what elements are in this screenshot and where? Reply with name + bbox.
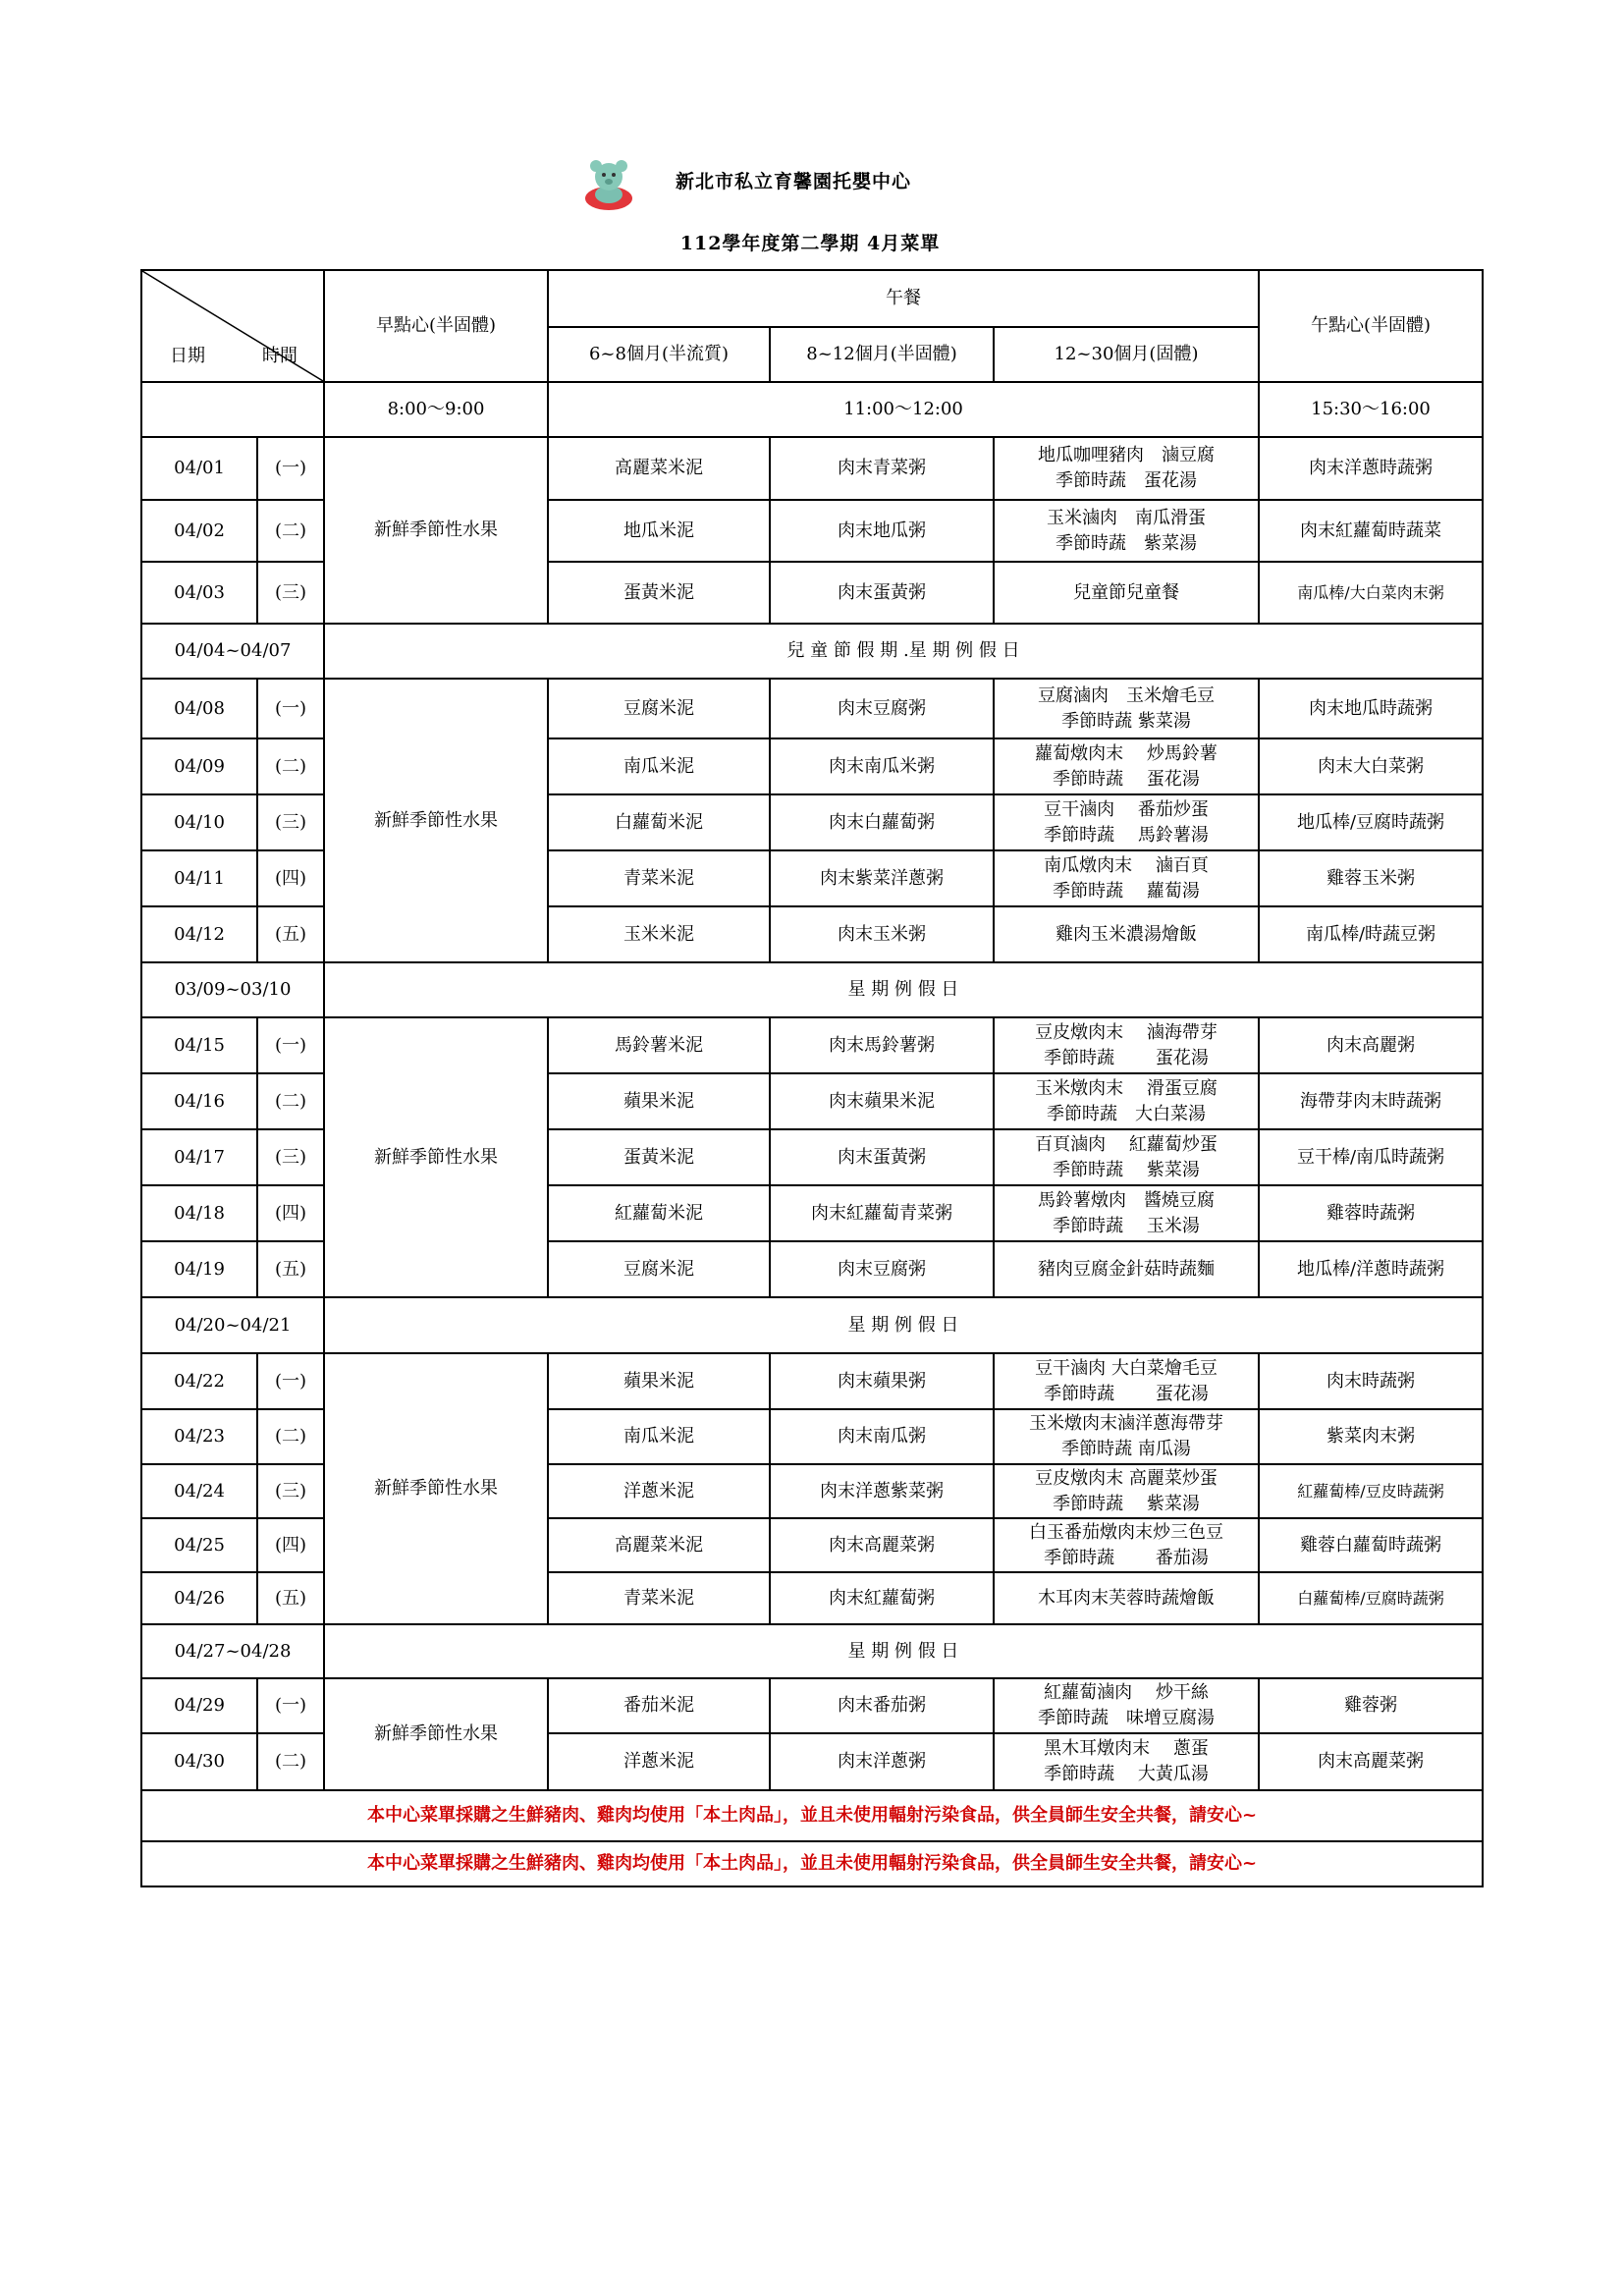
lunch-6-8-cell: 洋蔥米泥 [548, 1464, 770, 1518]
holiday-date: 04/27~04/28 [141, 1624, 324, 1678]
lunch-8-12-cell: 肉末玉米粥 [770, 906, 994, 962]
lunch-6-8-cell: 南瓜米泥 [548, 738, 770, 794]
holiday-date: 03/09~03/10 [141, 962, 324, 1017]
date-cell: 04/19 [141, 1241, 257, 1297]
breakfast-fruit-cell: 新鮮季節性水果 [324, 437, 548, 624]
lunch-12-30-cell: 地瓜咖哩豬肉 滷豆腐 季節時蔬 蛋花湯 [994, 437, 1259, 500]
date-cell: 04/24 [141, 1464, 257, 1518]
lunch-6-8-cell: 馬鈴薯米泥 [548, 1017, 770, 1073]
lunch-8-12-cell: 肉末馬鈴薯粥 [770, 1017, 994, 1073]
notice-text: 本中心菜單採購之生鮮豬肉、雞肉均使用「本土肉品」，並且未使用輻射污染食品，供全員師生安全共餐，請安心~ [141, 1841, 1483, 1886]
date-cell: 04/30 [141, 1733, 257, 1790]
afternoon-header: 午點心(半固體) [1259, 270, 1483, 382]
afternoon-snack-cell: 紅蘿蔔棒/豆皮時蔬粥 [1259, 1464, 1483, 1518]
afternoon-snack-cell: 南瓜棒/時蔬豆粥 [1259, 906, 1483, 962]
lunch-8-12-cell: 肉末蘋果米泥 [770, 1073, 994, 1129]
lunch-8-12-cell: 肉末蛋黃粥 [770, 562, 994, 624]
bear-logo-icon [579, 155, 638, 212]
afternoon-snack-cell: 肉末大白菜粥 [1259, 738, 1483, 794]
afternoon-snack-cell: 白蘿蔔棒/豆腐時蔬粥 [1259, 1572, 1483, 1624]
date-cell: 04/12 [141, 906, 257, 962]
date-cell: 04/15 [141, 1017, 257, 1073]
lunch-6-8-cell: 高麗菜米泥 [548, 437, 770, 500]
afternoon-snack-cell: 雞蓉白蘿蔔時蔬粥 [1259, 1518, 1483, 1572]
lunch-header: 午餐 [548, 270, 1259, 327]
afternoon-snack-cell: 肉末高麗粥 [1259, 1017, 1483, 1073]
lunch-8-12-cell: 肉末蛋黃粥 [770, 1129, 994, 1185]
breakfast-fruit-cell: 新鮮季節性水果 [324, 1678, 548, 1790]
lunch-12-30-cell: 百頁滷肉 紅蘿蔔炒蛋 季節時蔬 紫菜湯 [994, 1129, 1259, 1185]
breakfast-header: 早點心(半固體) [324, 270, 548, 382]
holiday-date: 04/20~04/21 [141, 1297, 324, 1353]
date-time-header [141, 270, 324, 382]
lunch-12-30-cell: 馬鈴薯燉肉 醬燒豆腐 季節時蔬 玉米湯 [994, 1185, 1259, 1241]
lunch-8-12-cell: 肉末南瓜粥 [770, 1409, 994, 1464]
breakfast-fruit-cell: 新鮮季節性水果 [324, 1353, 548, 1624]
lunch-8-12-cell: 肉末豆腐粥 [770, 1241, 994, 1297]
holiday-row [141, 1297, 1483, 1353]
lunch-12-30-cell: 豆干滷肉 番茄炒蛋 季節時蔬 馬鈴薯湯 [994, 794, 1259, 850]
date-cell: 04/10 [141, 794, 257, 850]
afternoon-snack-cell: 肉末時蔬粥 [1259, 1353, 1483, 1409]
weekday-cell: (二) [257, 1409, 324, 1464]
lunch-12-30-cell: 蘿蔔燉肉末 炒馬鈴薯 季節時蔬 蛋花湯 [994, 738, 1259, 794]
lunch-8-12-cell: 肉末蘋果粥 [770, 1353, 994, 1409]
weekday-cell: (四) [257, 1185, 324, 1241]
menu-row [141, 1353, 1483, 1409]
weekday-cell: (三) [257, 1464, 324, 1518]
menu-row [141, 1678, 1483, 1733]
holiday-date: 04/04~04/07 [141, 624, 324, 679]
lunch-12-30-cell: 豆皮燉肉末 滷海帶芽 季節時蔬 蛋花湯 [994, 1017, 1259, 1073]
lunch-6-8-header: 6~8個月(半流質) [548, 327, 770, 382]
lunch-8-12-header: 8~12個月(半固體) [770, 327, 994, 382]
lunch-8-12-cell: 肉末高麗菜粥 [770, 1518, 994, 1572]
lunch-12-30-cell: 玉米滷肉 南瓜滑蛋 季節時蔬 紫菜湯 [994, 500, 1259, 562]
lunch-6-8-cell: 洋蔥米泥 [548, 1733, 770, 1790]
afternoon-snack-cell: 雞蓉時蔬粥 [1259, 1185, 1483, 1241]
lunch-8-12-cell: 肉末南瓜米粥 [770, 738, 994, 794]
afternoon-snack-cell: 肉末地瓜時蔬粥 [1259, 679, 1483, 738]
weekday-cell: (五) [257, 906, 324, 962]
breakfast-fruit-cell: 新鮮季節性水果 [324, 1017, 548, 1297]
holiday-label: 星 期 例 假 日 [324, 1624, 1483, 1678]
weekday-cell: (五) [257, 1241, 324, 1297]
lunch-6-8-cell: 青菜米泥 [548, 1572, 770, 1624]
menu-row [141, 437, 1483, 500]
afternoon-snack-cell: 海帶芽肉末時蔬粥 [1259, 1073, 1483, 1129]
lunch-8-12-cell: 肉末紅蘿蔔粥 [770, 1572, 994, 1624]
date-cell: 04/17 [141, 1129, 257, 1185]
afternoon-snack-cell: 南瓜棒/大白菜肉末粥 [1259, 562, 1483, 624]
time-breakfast: 8:00～9:00 [324, 382, 548, 437]
menu-row [141, 1017, 1483, 1073]
afternoon-snack-cell: 肉末洋蔥時蔬粥 [1259, 437, 1483, 500]
afternoon-snack-cell: 肉末高麗菜粥 [1259, 1733, 1483, 1790]
lunch-8-12-cell: 肉末地瓜粥 [770, 500, 994, 562]
lunch-12-30-cell: 玉米燉肉末 滑蛋豆腐 季節時蔬 大白菜湯 [994, 1073, 1259, 1129]
holiday-label: 星 期 例 假 日 [324, 1297, 1483, 1353]
date-cell: 04/16 [141, 1073, 257, 1129]
lunch-6-8-cell: 番茄米泥 [548, 1678, 770, 1733]
lunch-6-8-cell: 蛋黃米泥 [548, 562, 770, 624]
weekday-cell: (一) [257, 1017, 324, 1073]
weekday-cell: (一) [257, 1353, 324, 1409]
lunch-8-12-cell: 肉末紅蘿蔔青菜粥 [770, 1185, 994, 1241]
holiday-row [141, 962, 1483, 1017]
lunch-8-12-cell: 肉末紫菜洋蔥粥 [770, 850, 994, 906]
holiday-label: 兒 童 節 假 期 .星 期 例 假 日 [324, 624, 1483, 679]
weekday-cell: (五) [257, 1572, 324, 1624]
holiday-row [141, 624, 1483, 679]
lunch-6-8-cell: 蘋果米泥 [548, 1353, 770, 1409]
weekday-cell: (二) [257, 1733, 324, 1790]
lunch-12-30-cell: 木耳肉末芙蓉時蔬燴飯 [994, 1572, 1259, 1624]
lunch-6-8-cell: 豆腐米泥 [548, 679, 770, 738]
time-row-spacer [141, 382, 324, 437]
date-cell: 04/29 [141, 1678, 257, 1733]
lunch-12-30-cell: 雞肉玉米濃湯燴飯 [994, 906, 1259, 962]
page-title: 112學年度第二學期 4月菜單 [679, 233, 941, 254]
lunch-6-8-cell: 蘋果米泥 [548, 1073, 770, 1129]
afternoon-snack-cell: 紫菜肉末粥 [1259, 1409, 1483, 1464]
time-lunch: 11:00～12:00 [548, 382, 1259, 437]
date-cell: 04/01 [141, 437, 257, 500]
lunch-12-30-cell: 紅蘿蔔滷肉 炒干絲 季節時蔬 味增豆腐湯 [994, 1678, 1259, 1733]
lunch-12-30-cell: 兒童節兒童餐 [994, 562, 1259, 624]
weekday-cell: (三) [257, 562, 324, 624]
lunch-12-30-cell: 豆腐滷肉 玉米燴毛豆 季節時蔬 紫菜湯 [994, 679, 1259, 738]
lunch-12-30-cell: 南瓜燉肉末 滷百頁 季節時蔬 蘿蔔湯 [994, 850, 1259, 906]
lunch-6-8-cell: 紅蘿蔔米泥 [548, 1185, 770, 1241]
date-label: 日期 [170, 346, 205, 366]
date-cell: 04/08 [141, 679, 257, 738]
date-cell: 04/03 [141, 562, 257, 624]
date-cell: 04/11 [141, 850, 257, 906]
lunch-6-8-cell: 南瓜米泥 [548, 1409, 770, 1464]
holiday-row [141, 1624, 1483, 1678]
notice-text: 本中心菜單採購之生鮮豬肉、雞肉均使用「本土肉品」，並且未使用輻射污染食品，供全員師生安全共餐，請安心~ [141, 1790, 1483, 1841]
weekday-cell: (二) [257, 1073, 324, 1129]
afternoon-snack-cell: 雞蓉玉米粥 [1259, 850, 1483, 906]
lunch-12-30-cell: 豆干滷肉 大白菜燴毛豆 季節時蔬 蛋花湯 [994, 1353, 1259, 1409]
date-cell: 04/02 [141, 500, 257, 562]
weekday-cell: (一) [257, 679, 324, 738]
breakfast-fruit-cell: 新鮮季節性水果 [324, 679, 548, 962]
date-cell: 04/23 [141, 1409, 257, 1464]
lunch-6-8-cell: 地瓜米泥 [548, 500, 770, 562]
weekday-cell: (一) [257, 437, 324, 500]
lunch-12-30-cell: 豆皮燉肉末 高麗菜炒蛋 季節時蔬 紫菜湯 [994, 1464, 1259, 1518]
lunch-6-8-cell: 蛋黃米泥 [548, 1129, 770, 1185]
lunch-12-30-cell: 玉米燉肉末滷洋蔥海帶芽 季節時蔬 南瓜湯 [994, 1409, 1259, 1464]
notice-row [141, 1790, 1483, 1841]
afternoon-snack-cell: 地瓜棒/豆腐時蔬粥 [1259, 794, 1483, 850]
lunch-6-8-cell: 豆腐米泥 [548, 1241, 770, 1297]
lunch-12-30-cell: 黑木耳燉肉末 蔥蛋 季節時蔬 大黃瓜湯 [994, 1733, 1259, 1790]
menu-table [140, 269, 1484, 1887]
time-afternoon: 15:30～16:00 [1259, 382, 1483, 437]
weekday-cell: (二) [257, 500, 324, 562]
afternoon-snack-cell: 豆干棒/南瓜時蔬粥 [1259, 1129, 1483, 1185]
afternoon-snack-cell: 地瓜棒/洋蔥時蔬粥 [1259, 1241, 1483, 1297]
weekday-cell: (三) [257, 1129, 324, 1185]
date-cell: 04/22 [141, 1353, 257, 1409]
date-cell: 04/18 [141, 1185, 257, 1241]
lunch-8-12-cell: 肉末青菜粥 [770, 437, 994, 500]
weekday-cell: (一) [257, 1678, 324, 1733]
afternoon-snack-cell: 肉末紅蘿蔔時蔬菜 [1259, 500, 1483, 562]
lunch-12-30-cell: 白玉番茄燉肉末炒三色豆 季節時蔬 番茄湯 [994, 1518, 1259, 1572]
lunch-6-8-cell: 青菜米泥 [548, 850, 770, 906]
weekday-cell: (四) [257, 1518, 324, 1572]
lunch-12-30-cell: 豬肉豆腐金針菇時蔬麵 [994, 1241, 1259, 1297]
notice-row [141, 1841, 1483, 1886]
weekday-cell: (三) [257, 794, 324, 850]
date-cell: 04/09 [141, 738, 257, 794]
time-label: 時間 [262, 346, 298, 366]
date-cell: 04/26 [141, 1572, 257, 1624]
lunch-8-12-cell: 肉末番茄粥 [770, 1678, 994, 1733]
lunch-8-12-cell: 肉末洋蔥紫菜粥 [770, 1464, 994, 1518]
lunch-8-12-cell: 肉末豆腐粥 [770, 679, 994, 738]
weekday-cell: (四) [257, 850, 324, 906]
lunch-8-12-cell: 肉末洋蔥粥 [770, 1733, 994, 1790]
lunch-6-8-cell: 白蘿蔔米泥 [548, 794, 770, 850]
afternoon-snack-cell: 雞蓉粥 [1259, 1678, 1483, 1733]
lunch-8-12-cell: 肉末白蘿蔔粥 [770, 794, 994, 850]
menu-row [141, 679, 1483, 738]
lunch-6-8-cell: 高麗菜米泥 [548, 1518, 770, 1572]
date-cell: 04/25 [141, 1518, 257, 1572]
lunch-12-30-header: 12~30個月(固體) [994, 327, 1259, 382]
lunch-6-8-cell: 玉米米泥 [548, 906, 770, 962]
org-name: 新北市私立育馨園托嬰中心 [676, 171, 912, 192]
holiday-label: 星 期 例 假 日 [324, 962, 1483, 1017]
weekday-cell: (二) [257, 738, 324, 794]
